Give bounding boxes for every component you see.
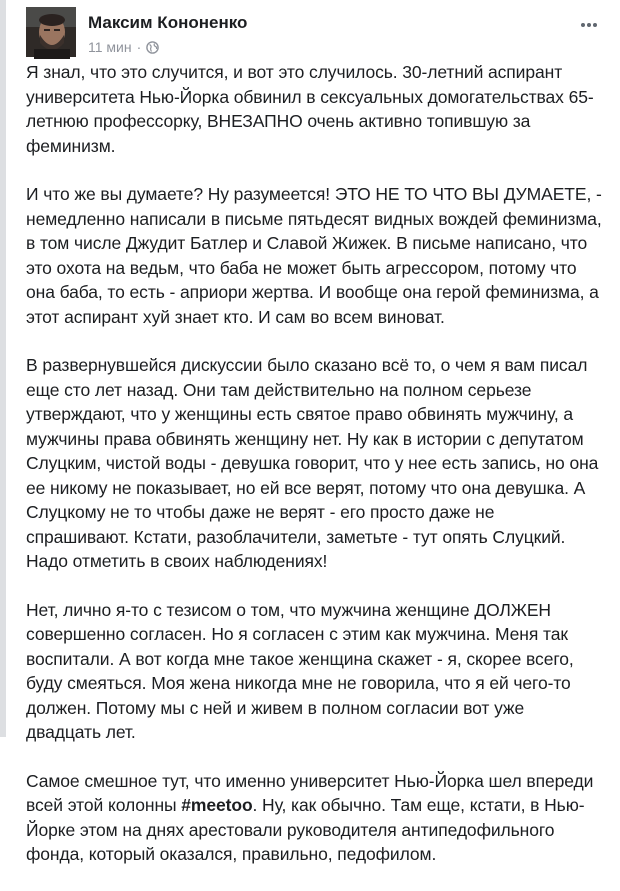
- hashtag-link[interactable]: #meetoo: [181, 795, 253, 815]
- avatar[interactable]: [26, 7, 76, 57]
- paragraph-text: . Ну, как обычно. Там еще, кстати, в Нью-Йорке этом на днях арестовали руководителя антипедофильного фонда, который оказался, правильно, педофилом.: [26, 795, 585, 864]
- post-timestamp[interactable]: 11 мин: [88, 39, 132, 55]
- author-name[interactable]: Максим Кононенко: [88, 13, 248, 32]
- post-paragraph: [26, 769, 602, 867]
- globe-icon[interactable]: [146, 41, 159, 54]
- post-paragraph: И что же вы думаете? Ну разумеется! ЭТО НЕ ТО ЧТО ВЫ ДУМАЕТЕ, - немедленно написали в письме пятьдесят видных вождей феминизма, в том числе Джудит Батлер и Славой Жижек. В письме написано, что это охота на ведьм, что баба не может быть агрессором, потому что она баба, то есть - априори жертва. И вообще она герой феминизма, а этот аспирант хуй знает кто. И сам во всем виноват.: [26, 184, 602, 327]
- window-left-edge: [0, 0, 6, 737]
- post-paragraph: Нет, лично я-то с тезисом о том, что мужчина женщине ДОЛЖЕН совершенно согласен. Но я согласен с этим как мужчина. Меня так воспитали. А вот когда мне такое женщина скажет - я, скорее всего, буду смеяться. Моя жена никогда мне не говорила, что я ей чего-то должен. Потому мы с ней и живем в полном согласии вот уже двадцать лет.: [26, 599, 574, 742]
- more-options-icon[interactable]: [578, 15, 600, 35]
- post-text: [26, 60, 602, 891]
- post-paragraph: В развернувшейся дискуссии было сказано всё то, о чем я вам писал еще сто лет назад. Они там действительно на полном серьезе утверждают, что у женщины есть святое право обвинять мужчину, а мужчины права обвинять женщину нет. Ну как в истории с депутатом Слуцким, чистой воды - девушка говорит, что у нее есть запись, но она ее никому не показывает, но ей все верят, потому что она девушка. А Слуцкому не то чтобы даже не верят - его просто даже не спрашивают. Кстати, разоблачители, заметьте - тут опять Слуцкий. Надо отметить в своих наблюдениях!: [26, 355, 599, 571]
- paragraph-text: Самое смешное тут, что именно университет Нью-Йорка шел впереди всей этой колонны: [26, 770, 594, 815]
- avatar-photo: [26, 7, 76, 57]
- post-header: [26, 7, 606, 59]
- post-paragraph: Я знал, что это случится, и вот это случилось. 30-летний аспирант университета Нью-Йорка обвинил в сексуальных домогательствах 65-летнюю профессорку, ВНЕЗАПНО очень активно топившую за феминизм.: [26, 62, 594, 156]
- meta-separator: ·: [136, 39, 142, 55]
- post-meta: [88, 39, 159, 55]
